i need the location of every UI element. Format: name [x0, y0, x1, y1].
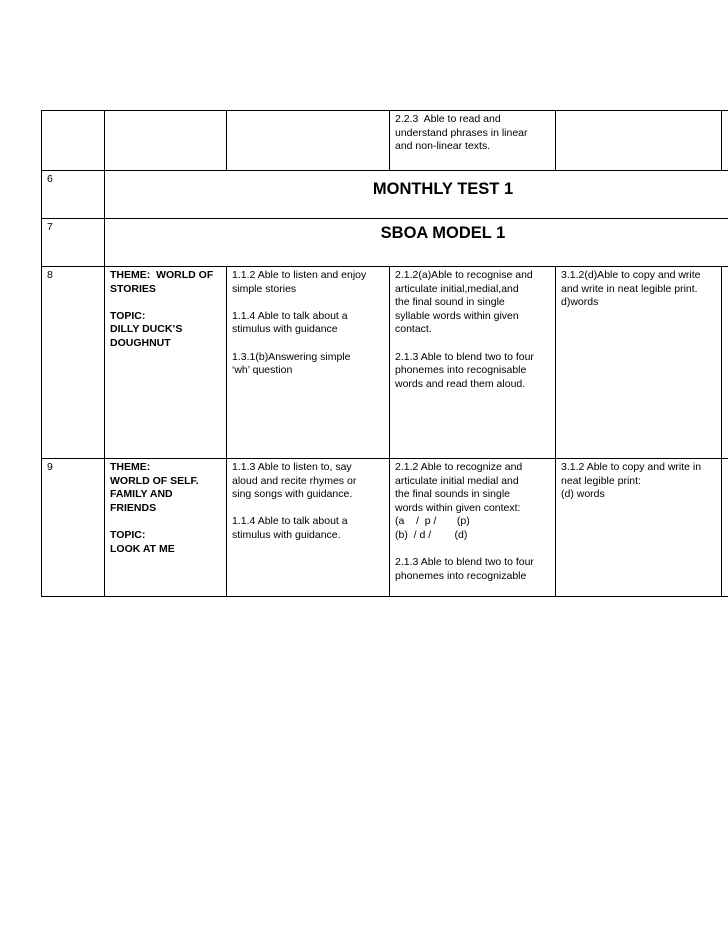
text-line: 2.1.3 Able to blend two to four [395, 350, 534, 363]
text-line: articulate initial medial and [395, 474, 519, 487]
text-line: 3.1.2 Able to copy and write in [561, 461, 702, 473]
reading-cell [390, 267, 556, 459]
standard-block [232, 461, 384, 502]
cropped-cell [722, 267, 728, 459]
text-line: phonemes into recognisable [395, 364, 527, 377]
text-line: words and read them aloud. [395, 377, 526, 390]
text-line: 2.2.3 Able to read and [395, 113, 501, 125]
standard-block [232, 515, 384, 542]
text-line: simple stories [232, 282, 297, 295]
writing-cell [556, 459, 722, 597]
writing-cell [556, 111, 722, 171]
banner-cell [105, 219, 728, 267]
theme-block [110, 269, 221, 296]
monthly-test-banner: MONTHLY TEST 1 [372, 180, 514, 198]
reading-cell [390, 459, 556, 597]
sboa-banner: SBOA MODEL 1 [380, 224, 506, 242]
scheme-of-work-table [41, 110, 728, 597]
theme-line: THEME: [110, 461, 151, 473]
text-line: contact. [395, 323, 432, 336]
listening-cell [227, 111, 390, 171]
text-line: the final sounds in single [395, 488, 510, 501]
listening-cell [227, 459, 390, 597]
standard-block [232, 269, 384, 296]
theme-cell [105, 111, 227, 171]
text-line: the final sound in single [395, 296, 505, 309]
text-line: 1.1.2 Able to listen and enjoy [232, 269, 367, 281]
theme-line: THEME: WORLD OF [110, 269, 214, 281]
topic-line: TOPIC: [110, 309, 146, 322]
text-line: (a / p / (p) [395, 515, 470, 528]
standard-block [395, 351, 550, 392]
text-line: and write in neat legible print. [561, 282, 698, 295]
text-line: 2.1.2(a)Able to recognise and [395, 269, 533, 281]
topic-line: LOOK AT ME [110, 542, 175, 555]
text-line: (d) words [561, 488, 605, 501]
week-number: 8 [42, 267, 105, 459]
text-line: 1.1.4 Able to talk about a [232, 309, 348, 322]
table-row-week-9 [42, 459, 728, 597]
standard-block [232, 310, 384, 337]
text-line: (b) / d / (d) [395, 528, 468, 541]
week-number: 6 [42, 171, 105, 219]
topic-block [110, 310, 221, 351]
table-row-week-8 [42, 267, 728, 459]
cropped-cell [722, 459, 728, 597]
text-line: understand phrases in linear [395, 126, 528, 139]
text-line: 1.3.1(b)Answering simple [232, 350, 351, 363]
table-row-week-7 [42, 219, 728, 267]
theme-cell [105, 267, 227, 459]
banner-cell [105, 171, 728, 219]
text-line: ‘wh’ question [232, 364, 293, 377]
text-line: 3.1.2(d)Able to copy and write [561, 269, 701, 281]
text-line: d)words [561, 296, 599, 309]
text-line: 2.1.2 Able to recognize and [395, 461, 523, 473]
theme-cell [105, 459, 227, 597]
week-number: 9 [42, 459, 105, 597]
text-line: syllable words within given [395, 309, 519, 322]
theme-line: STORIES [110, 282, 156, 295]
standard-block [232, 351, 384, 378]
theme-line: FRIENDS [110, 501, 157, 514]
text-line: stimulus with guidance [232, 323, 338, 336]
text-line: neat legible print: [561, 474, 641, 487]
text-line: articulate initial,medial,and [395, 282, 519, 295]
week-cell [42, 111, 105, 171]
listening-cell [227, 267, 390, 459]
standard-block [395, 556, 550, 583]
text-line: 2.1.3 Able to blend two to four [395, 556, 534, 569]
cropped-cell [722, 111, 728, 171]
writing-cell [556, 267, 722, 459]
reading-cell [390, 111, 556, 171]
standard-block [395, 461, 550, 543]
table-row-week-6 [42, 171, 728, 219]
text-line: words within given context: [395, 501, 521, 514]
text-line: sing songs with guidance. [232, 488, 353, 501]
text-line: phonemes into recognizable [395, 569, 527, 582]
table-row-continued [42, 111, 728, 171]
text-line: 1.1.3 Able to listen to, say [232, 461, 352, 473]
theme-line: FAMILY AND [110, 488, 173, 501]
theme-line: WORLD OF SELF. [110, 474, 199, 487]
topic-line: TOPIC: [110, 528, 146, 541]
topic-block [110, 529, 221, 556]
theme-block [110, 461, 221, 515]
week-number: 7 [42, 219, 105, 267]
standard-block [395, 269, 550, 337]
text-line: stimulus with guidance. [232, 528, 341, 541]
text-line: 1.1.4 Able to talk about a [232, 515, 348, 528]
text-line: aloud and recite rhymes or [232, 474, 357, 487]
text-line: and non-linear texts. [395, 140, 491, 153]
topic-line: DILLY DUCK’S [110, 323, 183, 336]
topic-line: DOUGHNUT [110, 336, 171, 349]
